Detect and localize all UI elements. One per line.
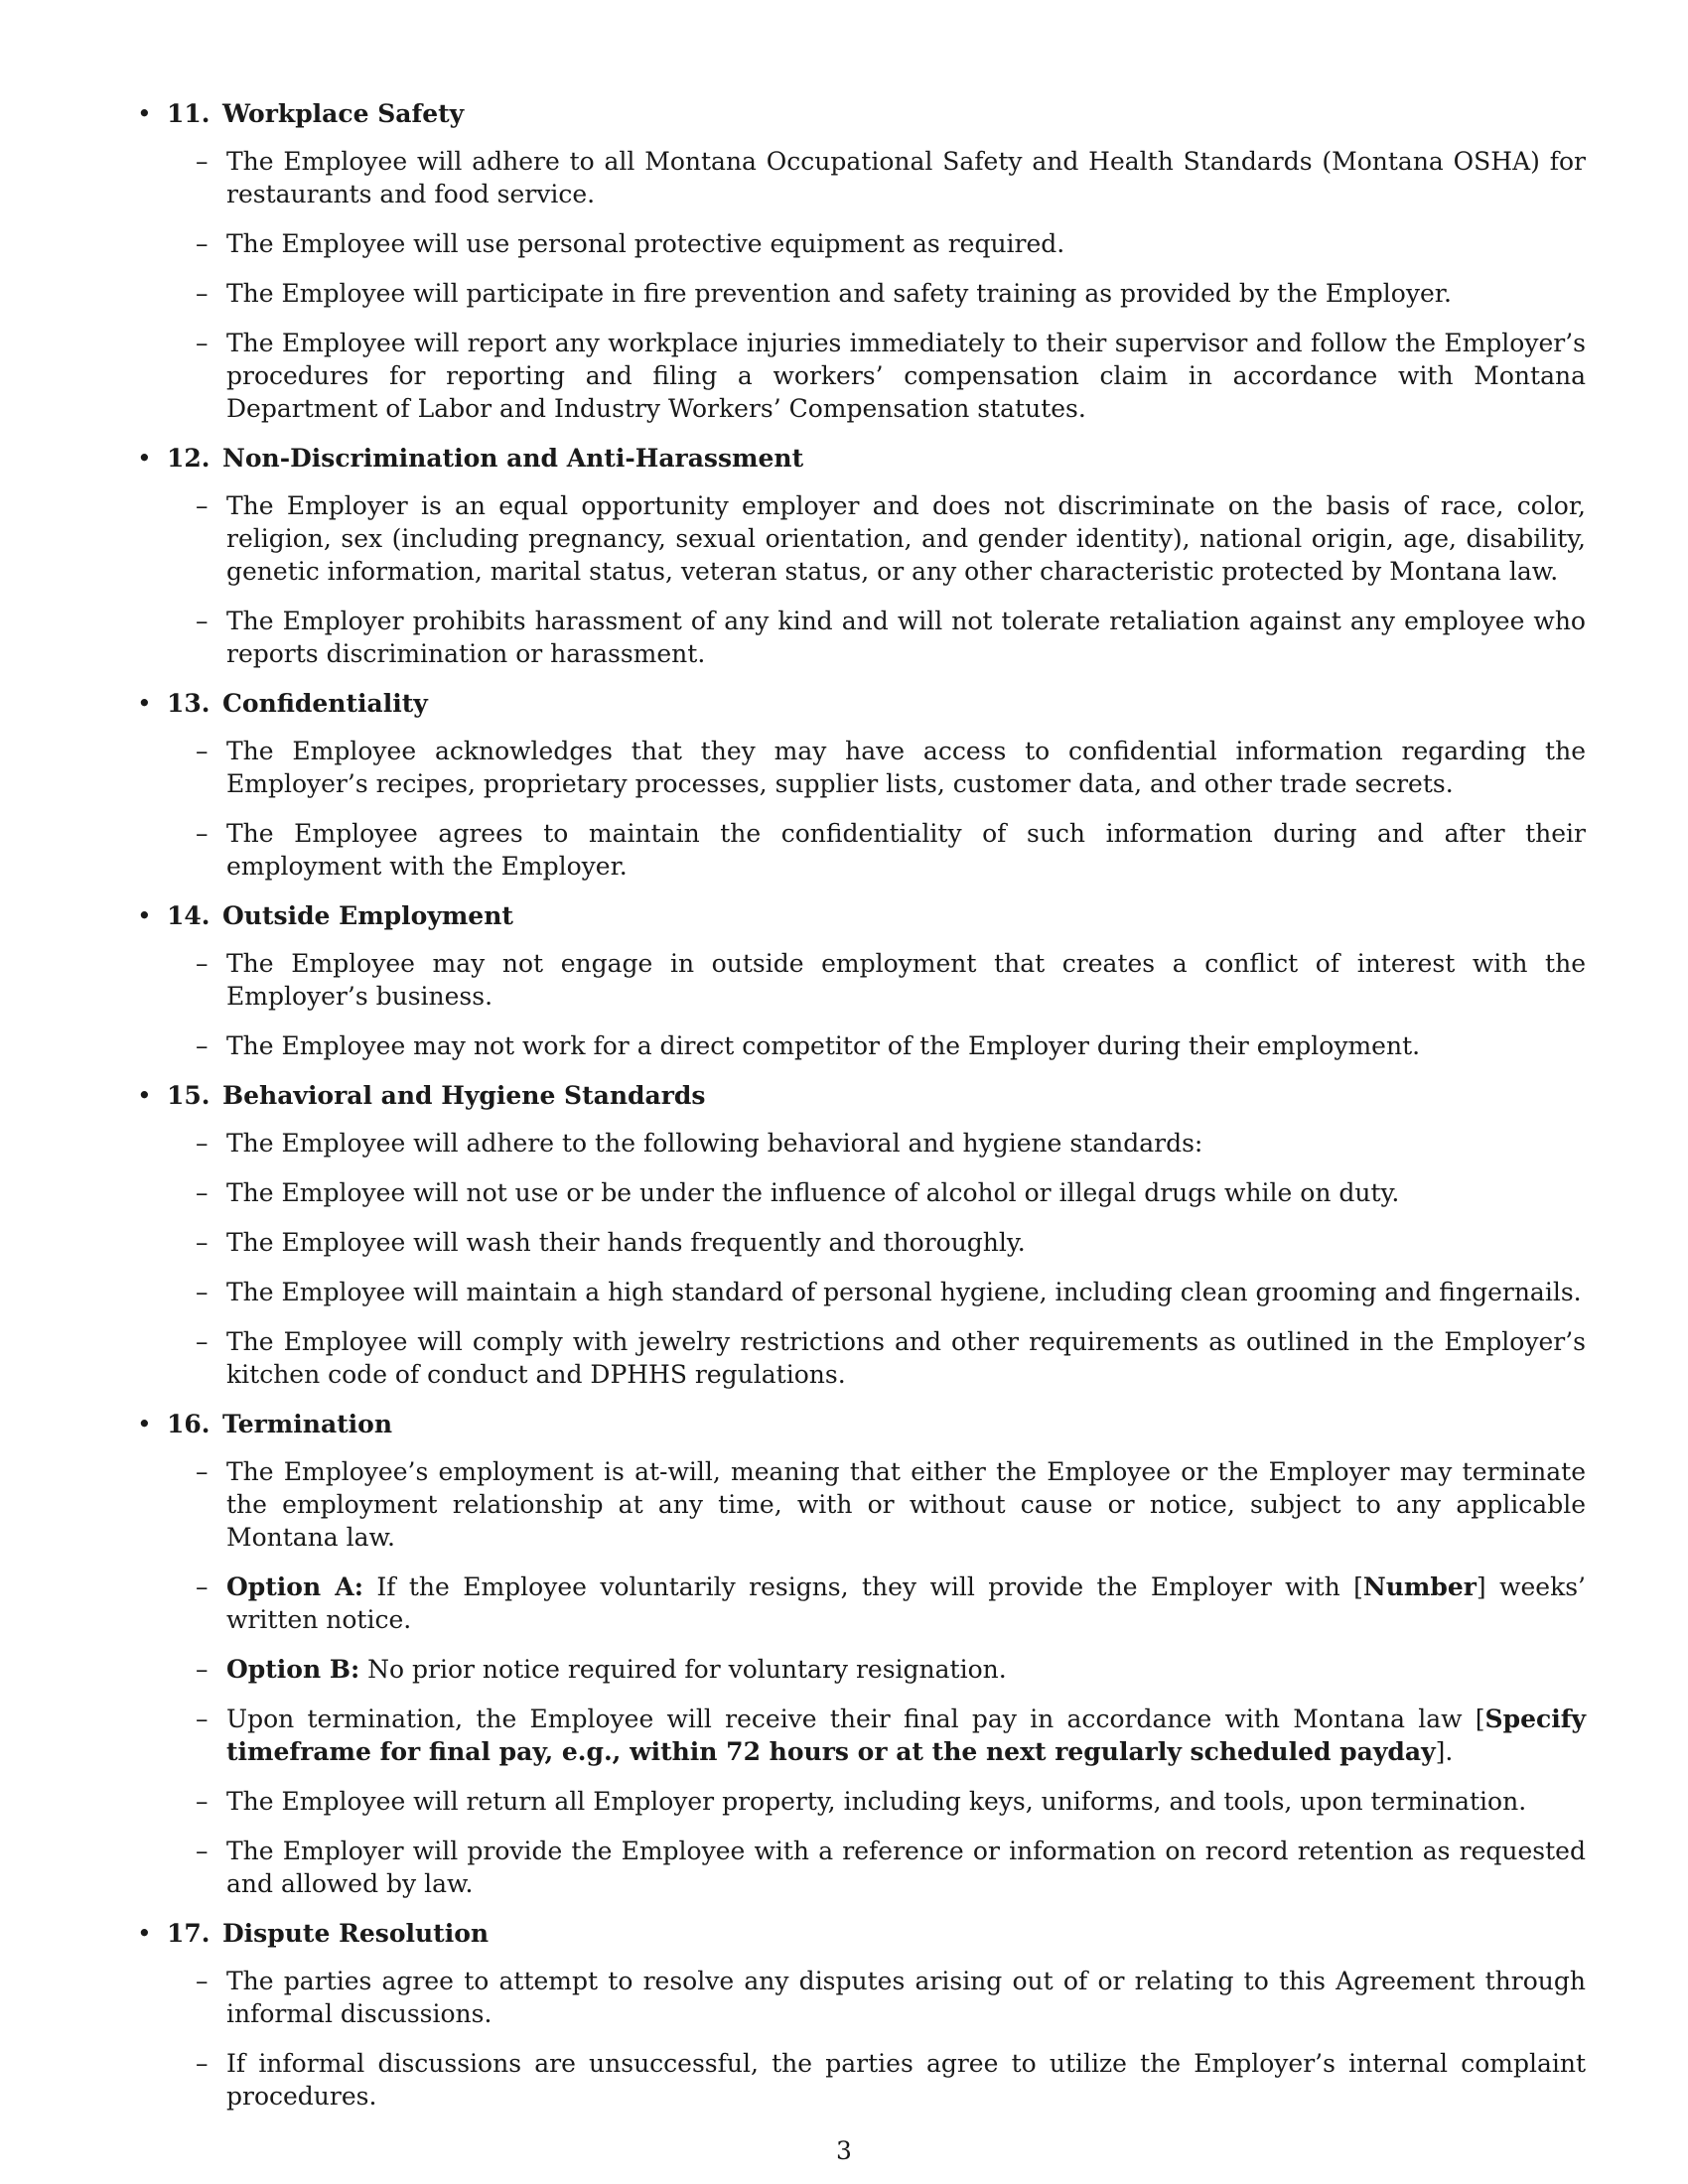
bullet-icon: • — [137, 1410, 152, 1438]
clause-text: The Employee will comply with jewelry restrictions and other requirements as outlined in the Employer’s kitchen code of conduct and DPHHS regulations. — [226, 1327, 1586, 1389]
section-list — [134, 97, 1586, 2113]
clause-item — [196, 1835, 1586, 1900]
clause-item — [196, 227, 1586, 260]
dash-icon: – — [196, 1837, 209, 1865]
section-number: 14. — [167, 901, 211, 930]
clause-item — [196, 1455, 1586, 1554]
section — [134, 1917, 1586, 2113]
section-title: Behavioral and Hygiene Standards — [222, 1081, 706, 1110]
clause-text: If the Employee voluntarily resigns, they will provide the Employer with [ — [362, 1572, 1363, 1601]
dash-icon: – — [196, 1457, 209, 1486]
clause-list — [134, 1127, 1586, 1391]
clause-item — [196, 327, 1586, 425]
clause-text: The Employee may not work for a direct competitor of the Employer during their employment. — [226, 1031, 1421, 1060]
dash-icon: – — [196, 1129, 209, 1158]
dash-icon: – — [196, 607, 209, 635]
clause-text: ] weeks’ written notice. — [226, 1572, 1586, 1634]
clause-text: The Employee will wash their hands frequently and thoroughly. — [226, 1228, 1026, 1257]
clause-text: The Employer will provide the Employee with a reference or information on record retention as requested and allowed by law. — [226, 1837, 1586, 1898]
bullet-icon: • — [137, 1081, 152, 1110]
dash-icon: – — [196, 1655, 209, 1684]
clause-list — [134, 489, 1586, 670]
clause-item — [196, 1325, 1586, 1391]
clause-text: The Employee will return all Employer property, including keys, uniforms, and tools, upon termination. — [226, 1787, 1527, 1816]
clause-text: The Employer is an equal opportunity employer and does not discriminate on the basis of race, color, religion, sex (including pregnancy, sexual orientation, and gender identity), national origin, age, disability, genetic information, marital status, veteran status, or any other characteristic protected by Montana law. — [226, 491, 1586, 586]
dash-icon: – — [196, 1967, 209, 1995]
bullet-icon: • — [137, 901, 152, 930]
clause-text: The Employee will use personal protective equipment as required. — [226, 229, 1065, 258]
clause-text: The Employee will participate in fire prevention and safety training as provided by the Employer. — [226, 279, 1452, 308]
clause-text: The Employee will not use or be under the influence of alcohol or illegal drugs while on duty. — [226, 1178, 1400, 1207]
clause-item — [196, 605, 1586, 670]
clause-text: No prior notice required for voluntary resignation. — [359, 1655, 1007, 1684]
clause-text: The parties agree to attempt to resolve any disputes arising out of or relating to this Agreement through informal discussions. — [226, 1967, 1586, 2028]
clause-list — [134, 145, 1586, 425]
clause-text-bold: Option B: — [226, 1655, 360, 1684]
clause-text-bold: Specify timeframe for final pay, e.g., within 72 hours or at the next regularly scheduled payday — [226, 1705, 1586, 1766]
section-number: 13. — [167, 689, 211, 718]
clause-item — [196, 1653, 1586, 1686]
dash-icon: – — [196, 1278, 209, 1306]
dash-icon: – — [196, 329, 209, 357]
clause-item — [196, 2047, 1586, 2113]
dash-icon: – — [196, 1031, 209, 1060]
section-title: Non-Discrimination and Anti-Harassment — [222, 444, 804, 473]
clause-text: The Employee will maintain a high standard of personal hygiene, including clean grooming and fingernails. — [226, 1278, 1582, 1306]
section-number: 16. — [167, 1410, 211, 1438]
dash-icon: – — [196, 1327, 209, 1356]
section-number: 11. — [167, 99, 211, 128]
bullet-icon: • — [137, 689, 152, 718]
clause-text: The Employee will adhere to the following behavioral and hygiene standards: — [226, 1129, 1203, 1158]
section — [134, 687, 1586, 883]
dash-icon: – — [196, 1787, 209, 1816]
clause-text: The Employee’s employment is at-will, meaning that either the Employee or the Employer may terminate the employment relationship at any time, with or without cause or notice, subject to any applicable Montana law. — [226, 1457, 1586, 1552]
section-number: 17. — [167, 1919, 211, 1948]
section-title: Termination — [222, 1410, 393, 1438]
clause-item — [196, 947, 1586, 1013]
clause-item — [196, 817, 1586, 883]
dash-icon: – — [196, 147, 209, 176]
section — [134, 442, 1586, 670]
section-title: Confidentiality — [222, 689, 428, 718]
section-number: 12. — [167, 444, 211, 473]
dash-icon: – — [196, 2049, 209, 2078]
bullet-icon: • — [137, 1919, 152, 1948]
dash-icon: – — [196, 949, 209, 978]
section-heading — [134, 1079, 1586, 1112]
clause-item — [196, 1965, 1586, 2030]
clause-list — [134, 1455, 1586, 1900]
dash-icon: – — [196, 1705, 209, 1733]
clause-text-bold: Number — [1362, 1572, 1477, 1601]
dash-icon: – — [196, 1228, 209, 1257]
section-heading — [134, 97, 1586, 130]
clause-item — [196, 1703, 1586, 1768]
clause-item — [196, 1785, 1586, 1818]
clause-text: The Employee will adhere to all Montana Occupational Safety and Health Standards (Montana OSHA) for restaurants and food service. — [226, 147, 1586, 208]
clause-item — [196, 1029, 1586, 1062]
clause-item — [196, 277, 1586, 310]
clause-item — [196, 1226, 1586, 1259]
page-number: 3 — [836, 2136, 852, 2165]
section-heading — [134, 687, 1586, 720]
dash-icon: – — [196, 229, 209, 258]
section-heading — [134, 1408, 1586, 1440]
section-title: Workplace Safety — [222, 99, 465, 128]
dash-icon: – — [196, 1572, 209, 1601]
clause-text: The Employer prohibits harassment of any kind and will not tolerate retaliation against any employee who reports discrimination or harassment. — [226, 607, 1586, 668]
bullet-icon: • — [137, 99, 152, 128]
clause-item — [196, 145, 1586, 210]
clause-item — [196, 1570, 1586, 1636]
clause-list — [134, 1965, 1586, 2113]
clause-item — [196, 1127, 1586, 1160]
clause-text: Upon termination, the Employee will receive their final pay in accordance with Montana law [ — [226, 1705, 1485, 1733]
dash-icon: – — [196, 1178, 209, 1207]
section-title: Outside Employment — [222, 901, 513, 930]
clause-text: The Employee acknowledges that they may have access to confidential information regarding the Employer’s recipes, proprietary processes, supplier lists, customer data, and other trade secrets. — [226, 737, 1586, 798]
clause-text-bold: Option A: — [226, 1572, 363, 1601]
clause-text: The Employee will report any workplace injuries immediately to their supervisor and follow the Employer’s procedures for reporting and filing a workers’ compensation claim in accordance with Montana Department of Labor and Industry Workers’ Compensation statutes. — [226, 329, 1586, 423]
clause-list — [134, 947, 1586, 1062]
clause-text: ]. — [1435, 1737, 1454, 1766]
section-heading — [134, 1917, 1586, 1950]
clause-item — [196, 489, 1586, 588]
clause-item — [196, 735, 1586, 800]
clause-text: The Employee may not engage in outside employment that creates a conflict of interest with the Employer’s business. — [226, 949, 1586, 1011]
clause-text: The Employee agrees to maintain the confidentiality of such information during and after their employment with the Employer. — [226, 819, 1586, 881]
section-heading — [134, 442, 1586, 475]
section — [134, 97, 1586, 425]
clause-text: If informal discussions are unsuccessful, the parties agree to utilize the Employer’s internal complaint procedures. — [226, 2049, 1586, 2111]
dash-icon: – — [196, 737, 209, 765]
section-heading — [134, 899, 1586, 932]
section-title: Dispute Resolution — [222, 1919, 490, 1948]
dash-icon: – — [196, 819, 209, 848]
section — [134, 1408, 1586, 1900]
section — [134, 1079, 1586, 1391]
clause-item — [196, 1176, 1586, 1209]
bullet-icon: • — [137, 444, 152, 473]
section — [134, 899, 1586, 1062]
dash-icon: – — [196, 491, 209, 520]
clause-list — [134, 735, 1586, 883]
clause-item — [196, 1276, 1586, 1308]
document-body — [134, 97, 1586, 2129]
dash-icon: – — [196, 279, 209, 308]
section-number: 15. — [167, 1081, 211, 1110]
